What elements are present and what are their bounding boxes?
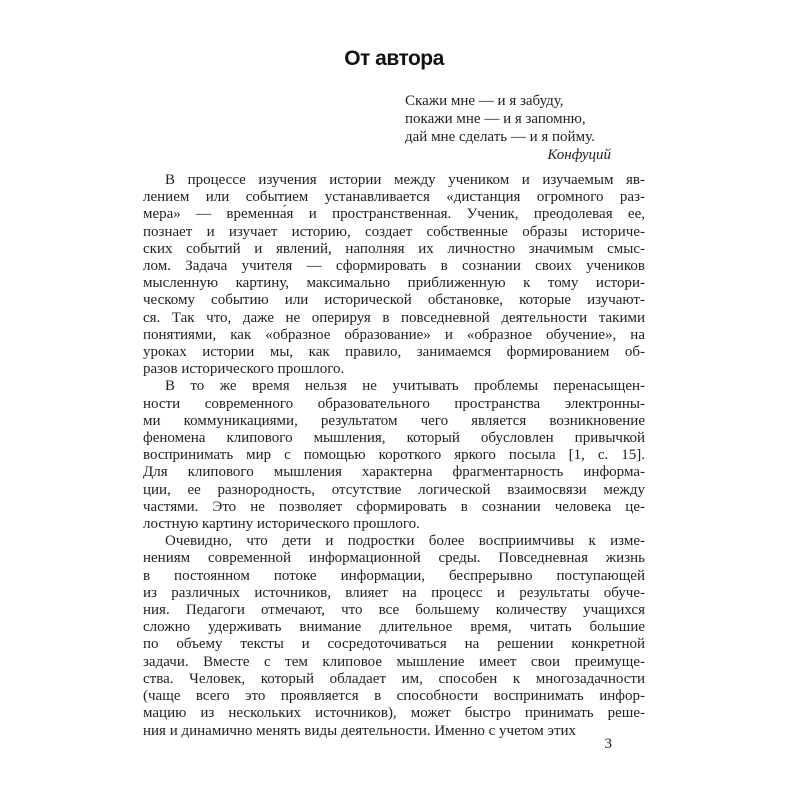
epigraph-lines [405, 92, 645, 146]
body-text-line: в постоянном потоке информации, беспрерывно поступающей [143, 567, 645, 584]
body-text-line: (чаще всего это проявляется в способности воспринимать инфор- [143, 688, 645, 705]
body-text-line: ми коммуникациями, результатом чего является возникновение [143, 412, 645, 429]
body-text-line: мысленную картину, максимально приближенную к тому истори- [143, 275, 645, 292]
body-text-line: ния. Педагоги отмечают, что все большему количеству учащихся [143, 602, 645, 619]
body-text-line: мацию из нескольких источников), может быстро принимать реше- [143, 705, 645, 722]
body-text-line: мера» — временна́я и пространственная. Ученик, преодолевая ее, [143, 206, 645, 223]
body-text-line: ческому событию или исторической обстановке, которые изучают- [143, 292, 645, 309]
body-text-line: уроках истории мы, как правило, занимаемся формированием об- [143, 344, 645, 361]
epigraph-line: покажи мне — и я запомню, [405, 111, 586, 127]
body-text-line: ства. Человек, который обладает им, способен к многозадачности [143, 670, 645, 687]
body-text-line: задачи. Вместе с тем клиповое мышление имеет свои преимуще- [143, 653, 645, 670]
body-text-line: ся. Так что, даже не оперируя в повседневной деятельности такими [143, 309, 645, 326]
body-text-line: лостную картину исторического прошлого. [143, 516, 420, 533]
body-text-line: ских событий и явлений, наполняя их личностно значимым смыс- [143, 240, 645, 257]
body-text-line: Для клипового мышления характерна фрагментарность информа- [143, 464, 645, 481]
body-text-line: по объему тексты и сосредоточиваться на решении конкретной [143, 636, 645, 653]
epigraph-attribution: Конфуций [547, 147, 611, 163]
body-text-line: Очевидно, что дети и подростки более восприимчивы к изме- [165, 533, 645, 550]
body-text-line: сложно удерживать внимание длительное время, читать большие [143, 619, 645, 636]
page-number: 3 [604, 736, 612, 752]
body-text-line: лением или событием устанавливается «дистанция огромного раз- [143, 189, 645, 206]
page-title: От автора [344, 47, 444, 70]
body-text-line: феномена клипового мышления, который обусловлен привычкой [143, 430, 645, 447]
body-text [143, 172, 645, 740]
page-content [143, 0, 645, 740]
body-text-line: частями. Это не позволяет сформировать в сознании человека це- [143, 498, 645, 515]
body-text-line: разов исторического прошлого. [143, 361, 345, 378]
body-paragraph [143, 533, 645, 739]
body-text-line: познает и изучает историю, создает собственные образы историче- [143, 223, 645, 240]
body-text-line: воспринимать мир с помощью короткого яркого посыла [1, с. 15]. [143, 447, 645, 464]
body-text-line: ции, ее разнородность, отсутствие логической взаимосвязи между [143, 481, 645, 498]
epigraph [405, 92, 645, 164]
body-text-line: из различных источников, влияет на процесс и результаты обуче- [143, 584, 645, 601]
body-text-line: В процессе изучения истории между учеником и изучаемым яв- [165, 172, 645, 188]
body-text-line: нениям современной информационной среды. Повседневная жизнь [143, 550, 645, 567]
epigraph-line: дай мне сделать — и я пойму. [405, 129, 595, 145]
epigraph-line: Скажи мне — и я забуду, [405, 93, 564, 109]
body-text-line: ния и динамично менять виды деятельности. Именно с учетом этих [143, 722, 577, 739]
body-text-line: В то же время нельзя не учитывать проблемы перенасыщен- [165, 378, 645, 395]
body-paragraph [143, 172, 645, 378]
body-text-line: ности современного образовательного пространства электронны- [143, 395, 645, 412]
body-text-line: лом. Задача учителя — сформировать в сознании своих учеников [143, 258, 645, 275]
body-paragraph [143, 378, 645, 533]
body-text-line: понятиями, как «образное образование» и «образное обучение», на [143, 326, 645, 343]
